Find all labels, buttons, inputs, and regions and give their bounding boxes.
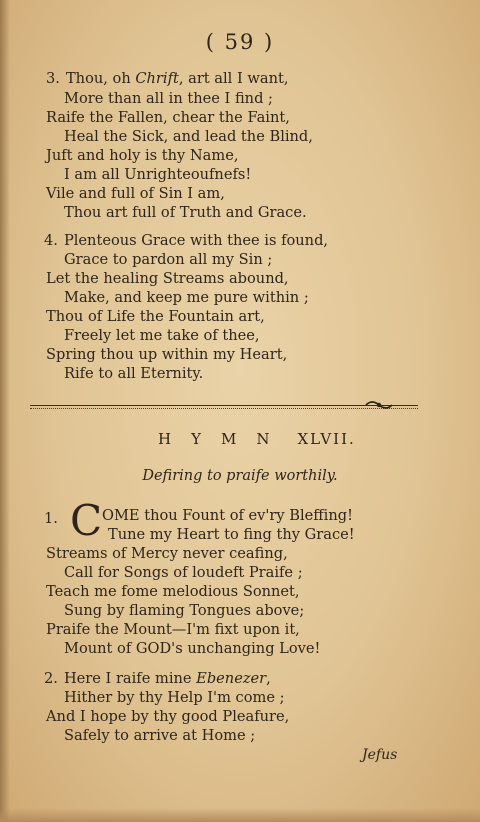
rule-line xyxy=(30,405,418,407)
verse-line: Thou of Life the Fountain art, xyxy=(46,308,265,325)
verse-line: Streams of Mercy never ceafing, xyxy=(46,545,288,562)
hymn-label: HYMN xyxy=(158,430,290,448)
verse-line: Spring thou up within my Heart, xyxy=(46,346,288,363)
hymn-number: XLVII. xyxy=(297,430,356,448)
line-italic: Chrift xyxy=(135,70,179,87)
verse-line: Let the healing Streams abound, xyxy=(46,270,289,287)
line-text: , art all I want, xyxy=(178,70,289,87)
verse-line: And I hope by thy good Pleafure, xyxy=(46,708,290,725)
catchword: Jefus xyxy=(362,747,398,763)
page-edge-shadow xyxy=(0,0,10,822)
verse-line: Safely to arrive at Home ; xyxy=(64,727,256,744)
verse-line: Vile and full of Sin I am, xyxy=(46,185,225,202)
verse-line: Rife to all Eternity. xyxy=(64,365,204,382)
verse-line: Heal the Sick, and lead the Blind, xyxy=(64,128,313,145)
verse-line xyxy=(44,232,328,250)
line-text: Thou, oh xyxy=(65,70,136,87)
verse-line: Grace to pardon all my Sin ; xyxy=(64,251,273,268)
ornamental-rule xyxy=(30,403,418,409)
page-number: ( 59 ) xyxy=(205,30,275,54)
fleuron-icon xyxy=(364,399,394,411)
page-bottom-shadow xyxy=(0,808,480,822)
verse-line: Thou art full of Truth and Grace. xyxy=(64,204,307,221)
verse-line: Sung by flaming Tongues above; xyxy=(64,602,305,619)
verse-line: Praife the Mount—I'm fixt upon it, xyxy=(46,621,300,638)
verse-line: OME thou Fount of ev'ry Bleffing! xyxy=(102,507,353,524)
verse-line: More than all in thee I find ; xyxy=(64,90,273,107)
verse-line: Teach me fome melodious Sonnet, xyxy=(46,583,300,600)
verse-line xyxy=(46,70,288,88)
verse-line: Mount of GOD's unchanging Love! xyxy=(64,640,321,657)
stanza-number: 3. xyxy=(46,70,60,87)
line-text: , xyxy=(266,670,271,687)
verse-line: Make, and keep me pure within ; xyxy=(64,289,309,306)
verse-line: Call for Songs of loudeft Praife ; xyxy=(64,564,303,581)
verse-line: Tune my Heart to fing thy Grace! xyxy=(108,526,355,543)
verse-line: Juft and holy is thy Name, xyxy=(46,147,239,164)
stanza-number: 1. xyxy=(44,510,58,527)
rule-dots xyxy=(30,408,418,409)
line-italic: Ebenezer xyxy=(196,670,267,687)
verse-line: I am all Unrighteoufnefs! xyxy=(64,166,252,183)
hymn-heading xyxy=(158,430,356,448)
line-text: Plenteous Grace with thee is found, xyxy=(63,232,329,249)
verse-line: Hither by thy Help I'm come ; xyxy=(64,689,285,706)
hymn-subtitle: Defiring to praife worthily. xyxy=(142,468,338,484)
verse-line: Raife the Fallen, chear the Faint, xyxy=(46,109,290,126)
stanza-number: 4. xyxy=(44,232,58,249)
line-text: Here I raife mine xyxy=(63,670,197,687)
verse-line: Freely let me take of thee, xyxy=(64,327,260,344)
drop-cap: C xyxy=(70,496,103,545)
stanza-number: 2. xyxy=(44,670,58,687)
verse-line xyxy=(44,670,271,688)
